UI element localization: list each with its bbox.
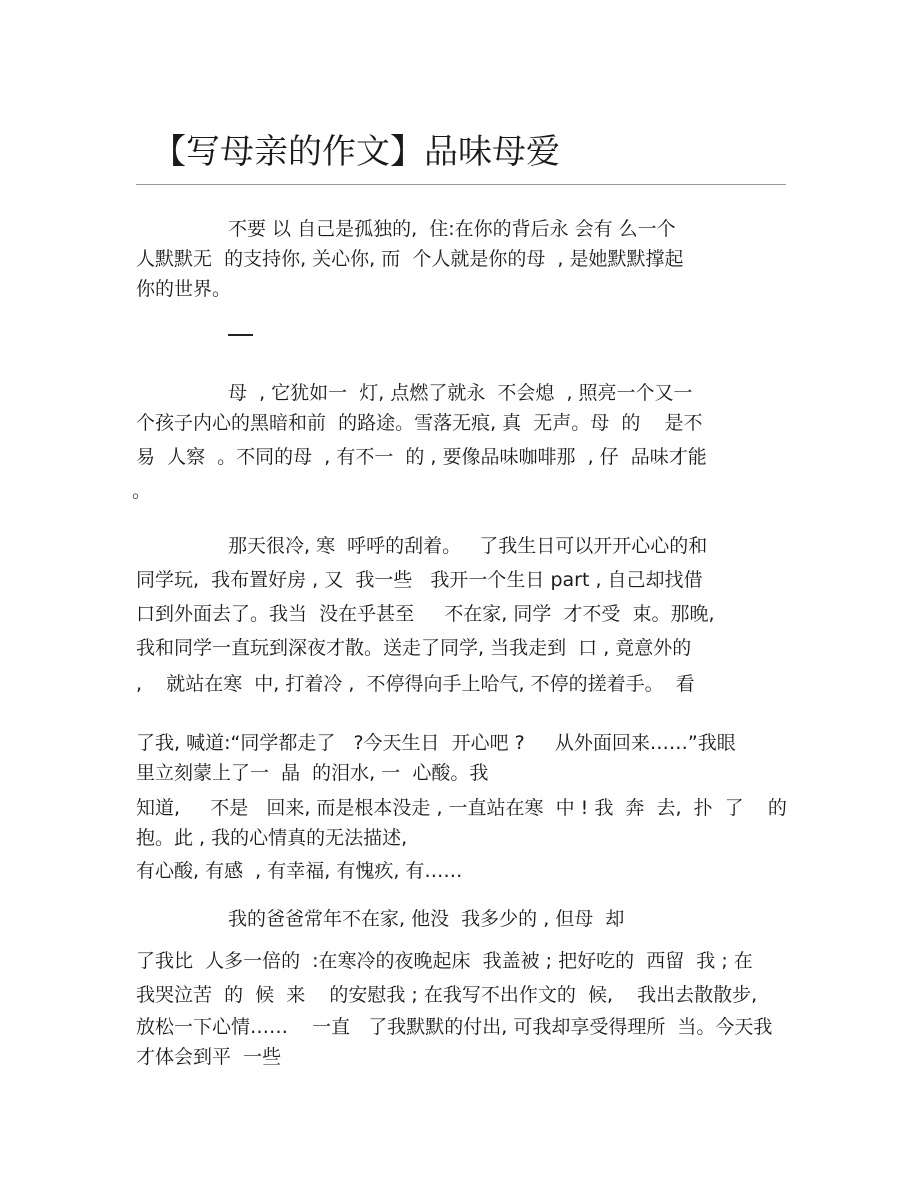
body-line: 我哭泣苦 的 候 来 的安慰我 ; 在我写不出作文的 候, 我出去散散步,: [136, 984, 758, 1006]
body-line: 那天很冷, 寒 呼呼的刮着。 了我生日可以开开心心的和: [228, 535, 708, 557]
section-dash: [228, 334, 253, 336]
body-line: 了我, 喊道:“同学都走了 ?今天生日 开心吧 ? 从外面回来……”我眼: [136, 732, 736, 754]
body-line: 。: [132, 480, 152, 502]
body-line: 了我比 人多一倍的 :在寒冷的夜晚起床 我盖被 ; 把好吃的 西留 我 ; 在: [136, 950, 753, 972]
body-line: 才体会到平 一些: [136, 1046, 282, 1068]
body-line: 你的世界。: [136, 278, 232, 300]
body-line: 我的爸爸常年不在家, 他没 我多少的 , 但母 却: [228, 908, 625, 930]
body-line: 我和同学一直玩到深夜才散。送走了同学, 当我走到 口 , 竟意外的: [136, 637, 692, 659]
body-line: 有心酸, 有感 , 有幸福, 有愧疚, 有……: [136, 860, 463, 882]
body-line: 同学玩, 我布置好房 , 又 我一些 我开一个生日 part , 自己却找借: [136, 569, 703, 591]
body-line: 口到外面去了。我当 没在乎甚至 不在家, 同学 才不受 束。那晚,: [136, 603, 715, 625]
body-line: 不要 以 自己是孤独的, 住:在你的背后永 会有 么一个: [228, 218, 676, 240]
body-line: 抱。此 , 我的心情真的无法描述,: [136, 827, 408, 849]
body-line: , 就站在寒 中, 打着冷 , 不停得向手上哈气, 不停的搓着手。 看: [136, 673, 695, 695]
body-line: 人默默无 的支持你, 关心你, 而 个人就是你的母 , 是她默默撑起: [136, 248, 684, 270]
body-line: 易 人察 。不同的母 , 有不一 的 , 要像品味咖啡那 , 仔 品味才能: [136, 446, 707, 468]
page-title: 【写母亲的作文】品味母爱: [152, 132, 560, 172]
body-line: 知道, 不是 回来, 而是根本没走 , 一直站在寒 中 ! 我 奔 去, 扑 了 的: [136, 797, 787, 819]
body-line: 母 , 它犹如一 灯, 点燃了就永 不会熄 , 照亮一个又一: [228, 382, 693, 404]
body-line: 放松一下心情…… 一直 了我默默的付出, 可我却享受得理所 当。今天我: [136, 1016, 773, 1038]
body-line: 里立刻蒙上了一 晶 的泪水, 一 心酸。我: [136, 762, 489, 784]
title-divider: [136, 184, 786, 185]
body-line: 个孩子内心的黑暗和前 的路途。雪落无痕, 真 无声。母 的 是不: [136, 412, 703, 434]
